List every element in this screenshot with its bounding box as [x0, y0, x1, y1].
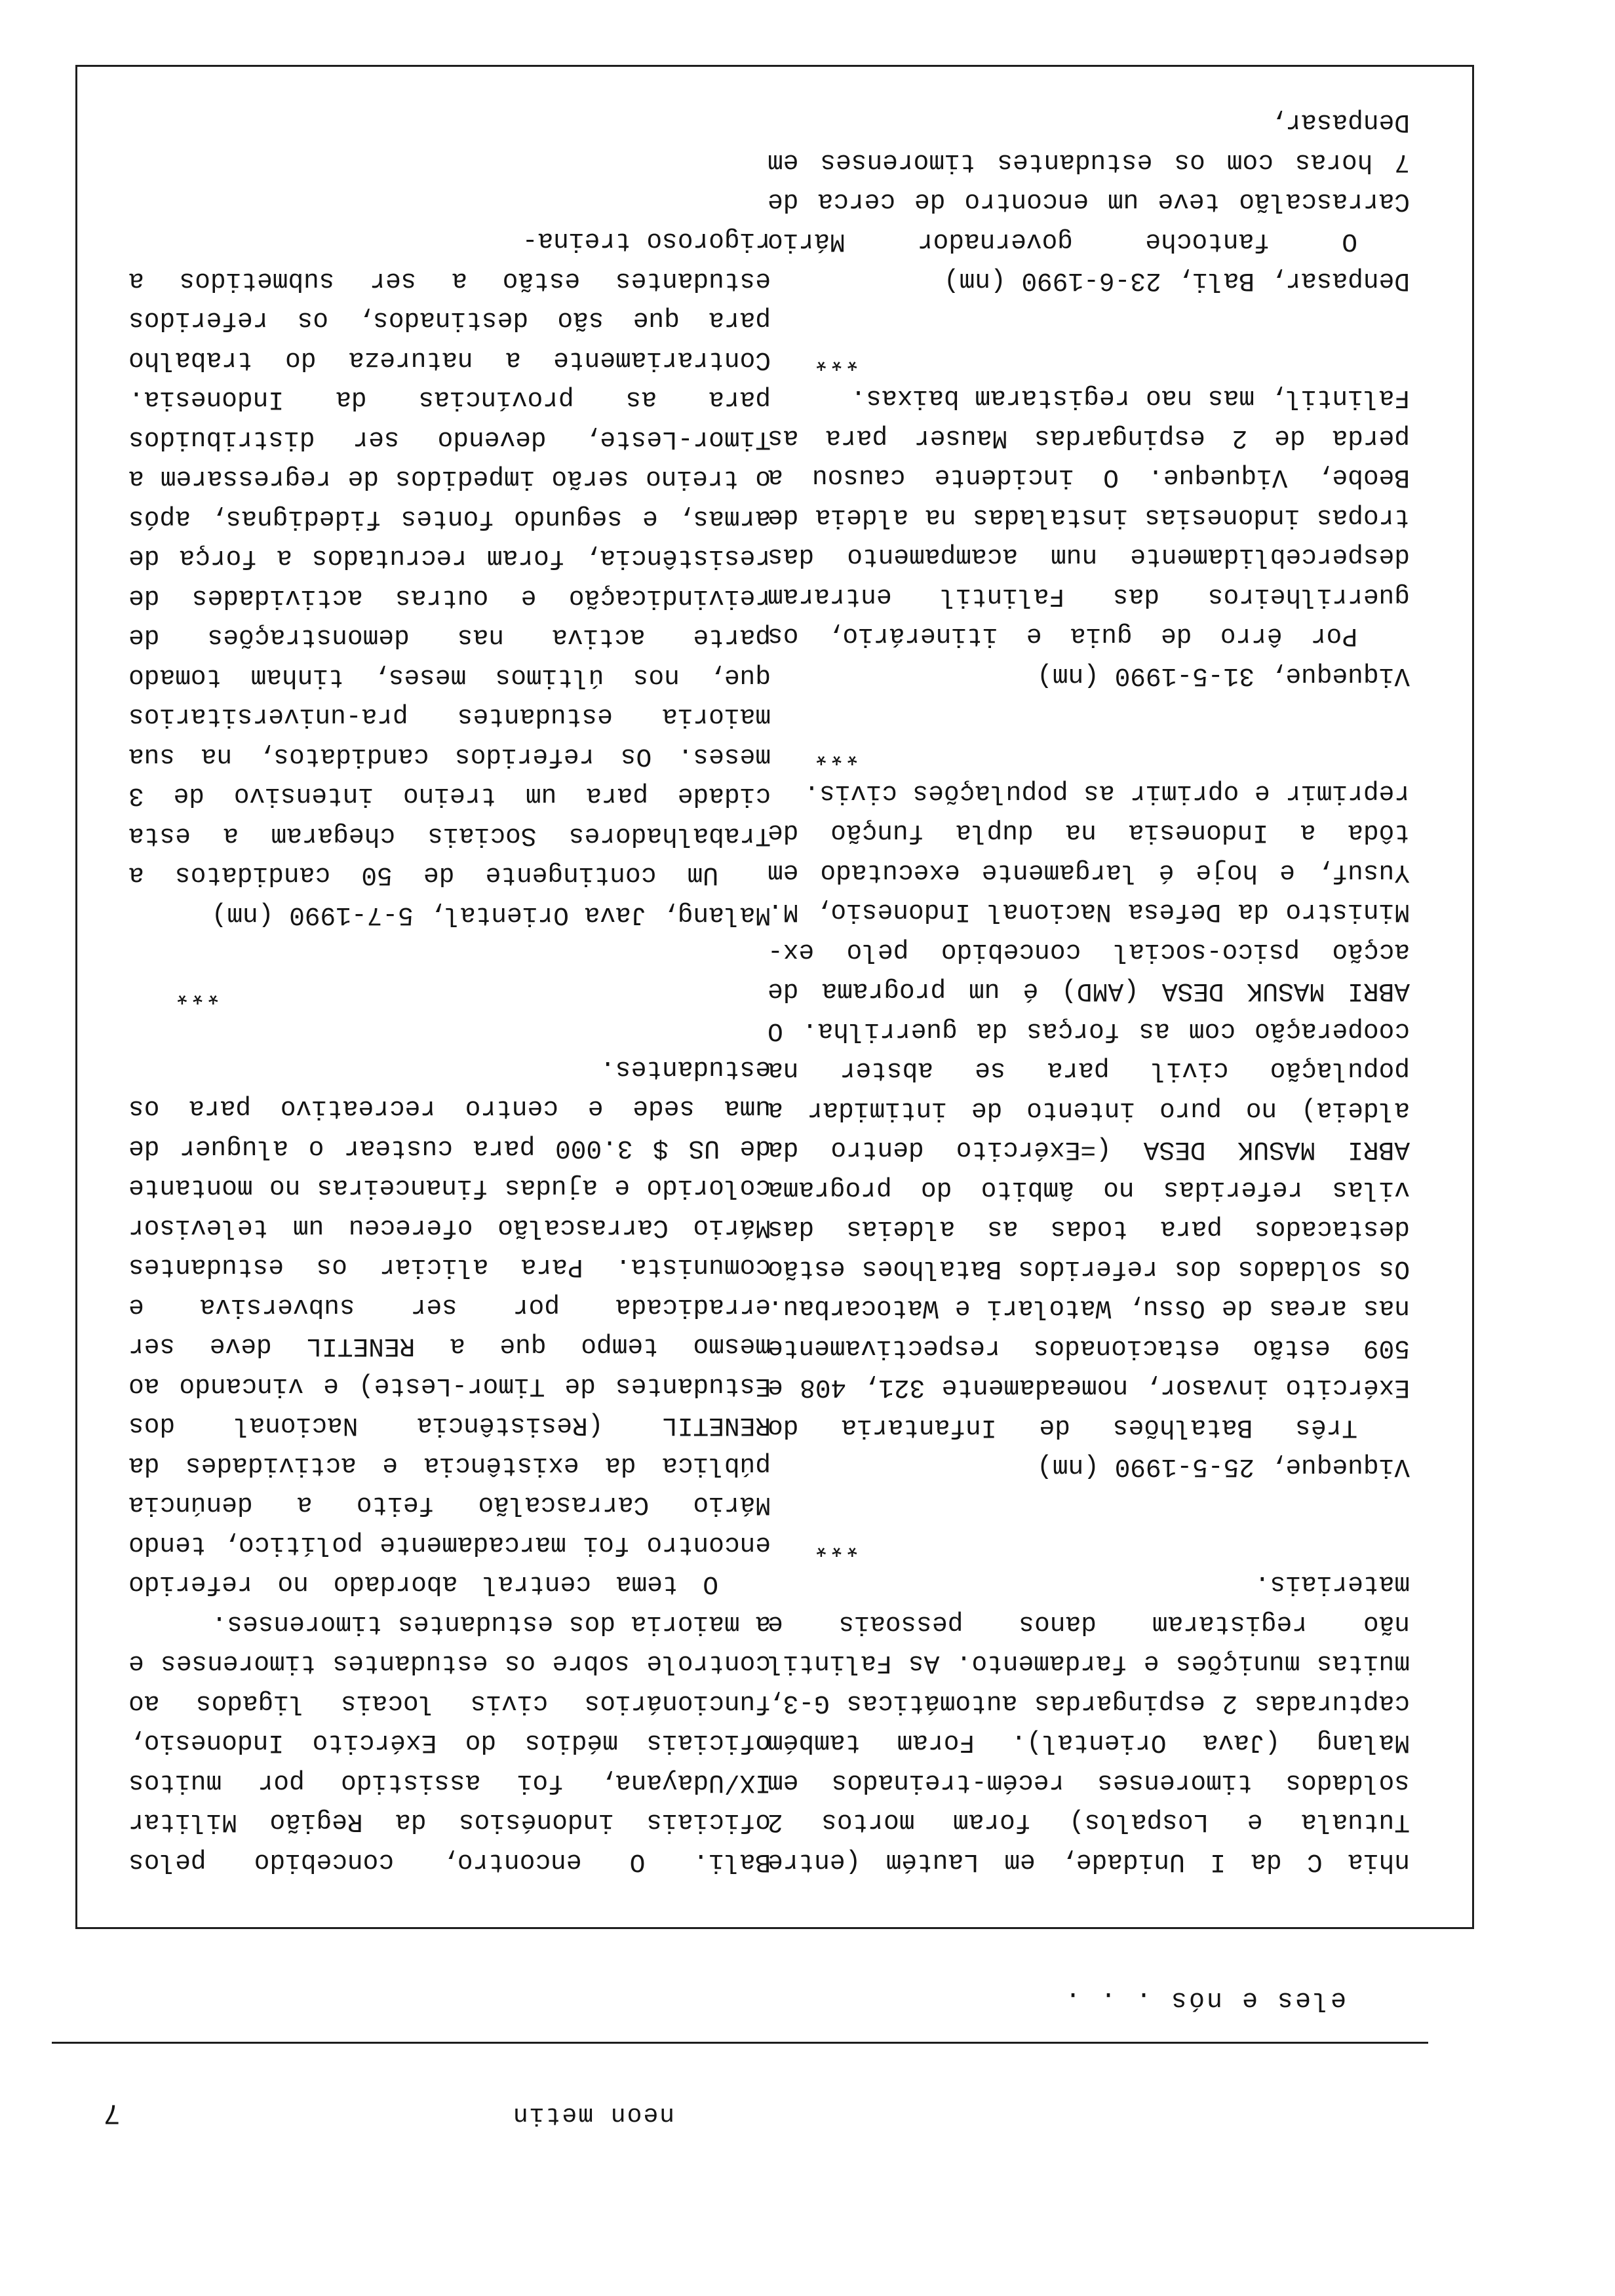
item-separator: *** — [174, 978, 222, 1008]
right-column — [128, 221, 771, 1881]
news-paragraph: Bali. O encontro, concebido pelos oficiais indonésios da Região Militar IX/Udayana, foi assistido por muitos oficiais médios do Exército Indonesio, funcionários civis locais ligados ao controle sobre os estudantes timorenses e a maioria dos estudantes timorenses. — [128, 1609, 771, 1877]
continuation-paragraph: nhia C da I Unidade, em Lautém (entre Tutuala e Lospalos) foram mortos 2 soldados timorenses recém-treinados em Malang (Java Oriental). Foram também capturadas 2 espingardas automáticas G-3, muitas munições e fardamento. As Falintil não registaram danos pessoais e materiais. — [768, 1569, 1410, 1877]
dateline: Malang, Java Oriental, 5-7-1990 (nm) — [211, 900, 771, 930]
news-paragraph: Um contingente de 50 candidatos a Trabalhadores Sociais chegaram a esta cidade para um treino intensivo de 3 meses. Os referidos candidatos, na sua maioria estudantes pra-universitarios que, nos últimos meses, tinham tomado parte activa nas demonstrações de reivindicação e outras actividades de resistência, foram recrutados a força de armas, e segundo fontes fidedignas, após o treino serão impedidos de regressarem a Timor-Leste, devendo ser distribuidos para as províncias da Indonesia. Contrariamente a natureza do trabalho para que são destinados, os referidos estudantes estão a ser submetidos a rigoroso treina- — [128, 226, 771, 890]
dateline: Viqueque, 25-5-1990 (nm) — [1037, 1452, 1410, 1482]
article-frame — [75, 65, 1474, 1929]
news-paragraph: Por êrro de guia e itinerário, os guerrilheiros das Falintil entraram desperceblidamente num acampamento das tropas indonesias instaladas na aldeia de Beobe, Viqueque. O incidente causou a perda de 2 espingardas Mauser para as Falintil, mas nao registaram baixas. — [768, 383, 1410, 651]
news-paragraph: Três Batalhões de Infantaria do Exército invasor, nomeadamente 321, 408 e 509 estão estacionados respectivamente nas areas de Ossu, Watolari e Watocarbau. Os soldados dos referidos Batalhoes estão destacados para todas as aldeias das vilas referidas no âmbito do programa ABRI MASUK DESA (=Exército dentro da aldeia) no puro intento de intimidar a população civil para se abster na cooperação com as forças da guerrilha. O ABRI MASUK DESA (AMD) é um programa de acção psico-social concebido pelo ex-Ministro da Defesa Nacional Indonesio, M. Yusuf, e hoje é largamente executado em tôda a Indonesia na dupla função de reprimir e oprimir as populações civis. — [768, 778, 1410, 1442]
item-separator: *** — [813, 1530, 861, 1559]
page-number: 7 — [103, 2096, 121, 2129]
dateline: Viqueque, 31-5-1990 (nm) — [1037, 661, 1410, 691]
section-title: eles e nós . . . — [1062, 1985, 1346, 2014]
dateline: Denpasar, Bali, 23-6-1990 (nm) — [943, 266, 1410, 296]
news-paragraph: O tema central abordado no referido encontro foi marcadamente político, tendo Mário Carrascalão feito a denúncia pública da existência e actividades da RENETIL (Resistência Nacional dos Estudantes de Timor-Leste) e vincando ao mesmo tempo que a RENETIL deve ser erradicada por ser subversiva e comunista. Para aliciar os estudantes Mário Carrascalão ofereceu um televisor colorido e ajudas financeiras no montante de US $ 3.000 para custear o aluguer de uma sede e centro recreativo para os estudantes. — [128, 1054, 771, 1599]
news-paragraph: O fantoche governador Mário Carrascalão teve um encontro de cerca de 7 horas com os estudantes timorenses em Denpasar, — [768, 107, 1410, 256]
item-separator: *** — [813, 344, 861, 373]
publication-title: neon metin — [511, 2101, 674, 2129]
item-separator: *** — [813, 738, 861, 769]
footer-rule — [52, 2042, 1428, 2044]
left-column — [768, 102, 1410, 1881]
